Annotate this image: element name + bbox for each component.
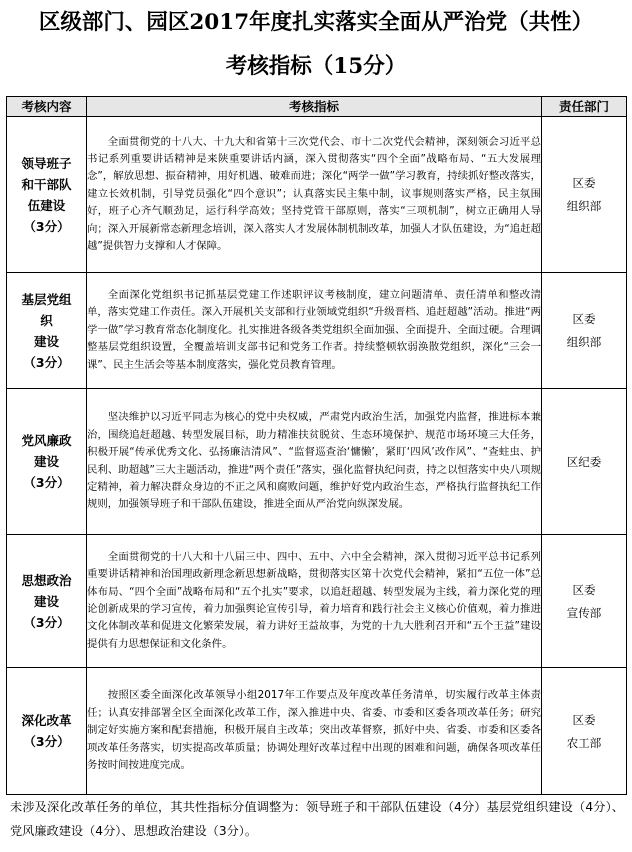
category-cell	[7, 535, 87, 668]
department-cell	[542, 668, 627, 795]
department-line: 区委	[572, 176, 596, 190]
department-line: 组织部	[566, 335, 602, 349]
table-row	[7, 117, 627, 273]
category-score: （3分）	[23, 614, 70, 630]
category-score: （3分）	[23, 354, 70, 370]
department-line: 宣传部	[566, 605, 602, 620]
department-line: 区纪委	[566, 454, 602, 469]
department-cell	[542, 389, 627, 535]
table-row	[7, 389, 627, 535]
indicator-text: 按照区委全面深化改革领导小组2017年工作要点及年度改革任务清单，切实履行改革主体责任；认真安排部署全区全面深化改革工作，深入推进中央、省委、市委和区委各项改革任务；研究制定好实施方案和配套措施，积极开展自主改革；突出改革督察，抓好中央、省委、市委和区委各项改革任务落实，切实提高改革质量；协调处理好改革过程中出现的困难和问题，确保各项改革任务按时间按进度完成。	[87, 689, 541, 772]
category-score: （3分）	[23, 734, 70, 749]
document-title-line1: 区级部门、园区2017年度扎实落实全面从严治党（共性）	[38, 10, 594, 35]
category-cell	[7, 273, 87, 389]
category-cell	[7, 117, 87, 273]
table-row	[7, 535, 627, 668]
category-line: 建设	[33, 593, 59, 609]
department-line: 区委	[572, 712, 596, 727]
department-line: 区委	[572, 582, 596, 597]
indicator-cell	[87, 389, 542, 535]
document-title-line2: 考核指标（15分）	[225, 54, 407, 79]
department-line: 组织部	[566, 199, 602, 213]
table-row	[7, 668, 627, 795]
indicator-cell	[87, 535, 542, 668]
category-line: 基层党组	[21, 291, 72, 307]
category-line: 党风廉政	[21, 433, 72, 448]
category-line: 和干部队	[21, 176, 72, 192]
assessment-table	[6, 96, 627, 795]
indicator-text: 全面深化党组织书记抓基层党建工作述职评议考核制度，建立问题清单、责任清单和整改清单，落实党建工作责任。深入开展机关支部和行业领域党组织“升级晋档、追赶超越”活动。推进“两学一做”学习教育常态化制度化。扎实推进各级各类党组织全面加强、全面提升、全面过硬。合理调整基层党组织设置，全覆盖培训支部书记和党务工作者。持续整顿软弱涣散党组织，深化“三会一课”、民主生活会等基本制度落实，强化党员教育管理。	[87, 288, 541, 371]
department-cell	[542, 273, 627, 389]
category-line: 思想政治	[21, 572, 72, 588]
category-cell	[7, 389, 87, 535]
category-line: 领导班子	[21, 155, 72, 171]
header-category: 考核内容	[7, 97, 87, 117]
category-line: 伍建设	[27, 197, 66, 213]
category-line: 建设	[33, 333, 59, 349]
table-header-row	[7, 97, 627, 117]
category-score: （3分）	[23, 475, 70, 490]
header-department: 责任部门	[542, 97, 627, 117]
indicator-text: 全面贯彻党的十八大、十九大和省第十三次党代会、市十二次党代会精神，深刻领会习近平总书记系列重要讲话精神是来陕重要讲话内涵，深入贯彻落实“四个全面”战略布局、“五大发展理念”，解放思想、振奋精神，用好机遇、破难而进；深化“两学一做”学习教育，持续抓好整改落实，建立长效机制，引导党员强化“四个意识”；认真落实民主集中制，议事规则落实严格，民主氛围好，班子心齐气顺劲足，运行科学高效；坚持党管干部原则，落实“三项机制”，树立正确用人导向；深入开展新常态新理念培训，深入落实人才发展体制机制改革，加强人才队伍建设，为“追赶超越”提供智力支撑和人才保障。	[87, 135, 541, 253]
category-line: 深化改革	[21, 713, 72, 728]
table-row	[7, 273, 627, 389]
indicator-text: 全面贯彻党的十八大和十八届三中、四中、五中、六中全会精神，深入贯彻习近平总书记系列重要讲话精神和治国理政新理念新思想新战略，贯彻落实区第十次党代会精神，紧扣“五位一体”总体布局、“四个全面”战略布局和“五个扎实”要求，以追赶超越、转型发展为主线，着力深化党的理论创新成果的学习宣传，着力加强舆论宣传引导，着力培育和践行社会主义核心价值观，着力推进文化体制改革和促进文化繁荣发展，着力讲好王益故事，为党的十九大胜利召开和“五个王益”建设提供有力思想保证和文化条件。	[87, 550, 541, 650]
indicator-cell	[87, 668, 542, 795]
indicator-cell	[87, 117, 542, 273]
footnote: 未涉及深化改革任务的单位，其共性指标分值调整为：领导班子和干部队伍建设（4分）基层党组织建设（4分）、党风廉政建设（4分）、思想政治建设（3分）。	[10, 800, 624, 838]
category-cell	[7, 668, 87, 795]
department-line: 区委	[572, 312, 596, 326]
department-cell	[542, 117, 627, 273]
department-line: 农工部	[566, 735, 602, 750]
department-cell	[542, 535, 627, 668]
header-indicator: 考核指标	[87, 97, 542, 117]
indicator-cell	[87, 273, 542, 389]
category-line: 织	[40, 312, 53, 328]
category-line: 建设	[33, 454, 59, 469]
category-score: （3分）	[23, 218, 70, 234]
indicator-text: 坚决维护以习近平同志为核心的党中央权威，严肃党内政治生活，加强党内监督，推进标本兼治，围绕追赶超越、转型发展目标，助力精准扶贫脱贫、生态环境保护、规范市场环境三大任务，积极开展“传承优秀文化、弘扬廉洁清风”、“监督巡查治‘慵懒’，紧盯‘四风’改作风”、“查蛀虫、护民利、助超越”三大主题活动，推进“两个责任”落实，强化监督执纪问责，持之以恒落实中央八项规定精神，着力解决群众身边的不正之风和腐败问题，维护好党内政治生态，严格执行监督执纪工作规则，加强领导班子和干部队伍建设，推进全面从严治党向纵深发展。	[87, 411, 541, 511]
